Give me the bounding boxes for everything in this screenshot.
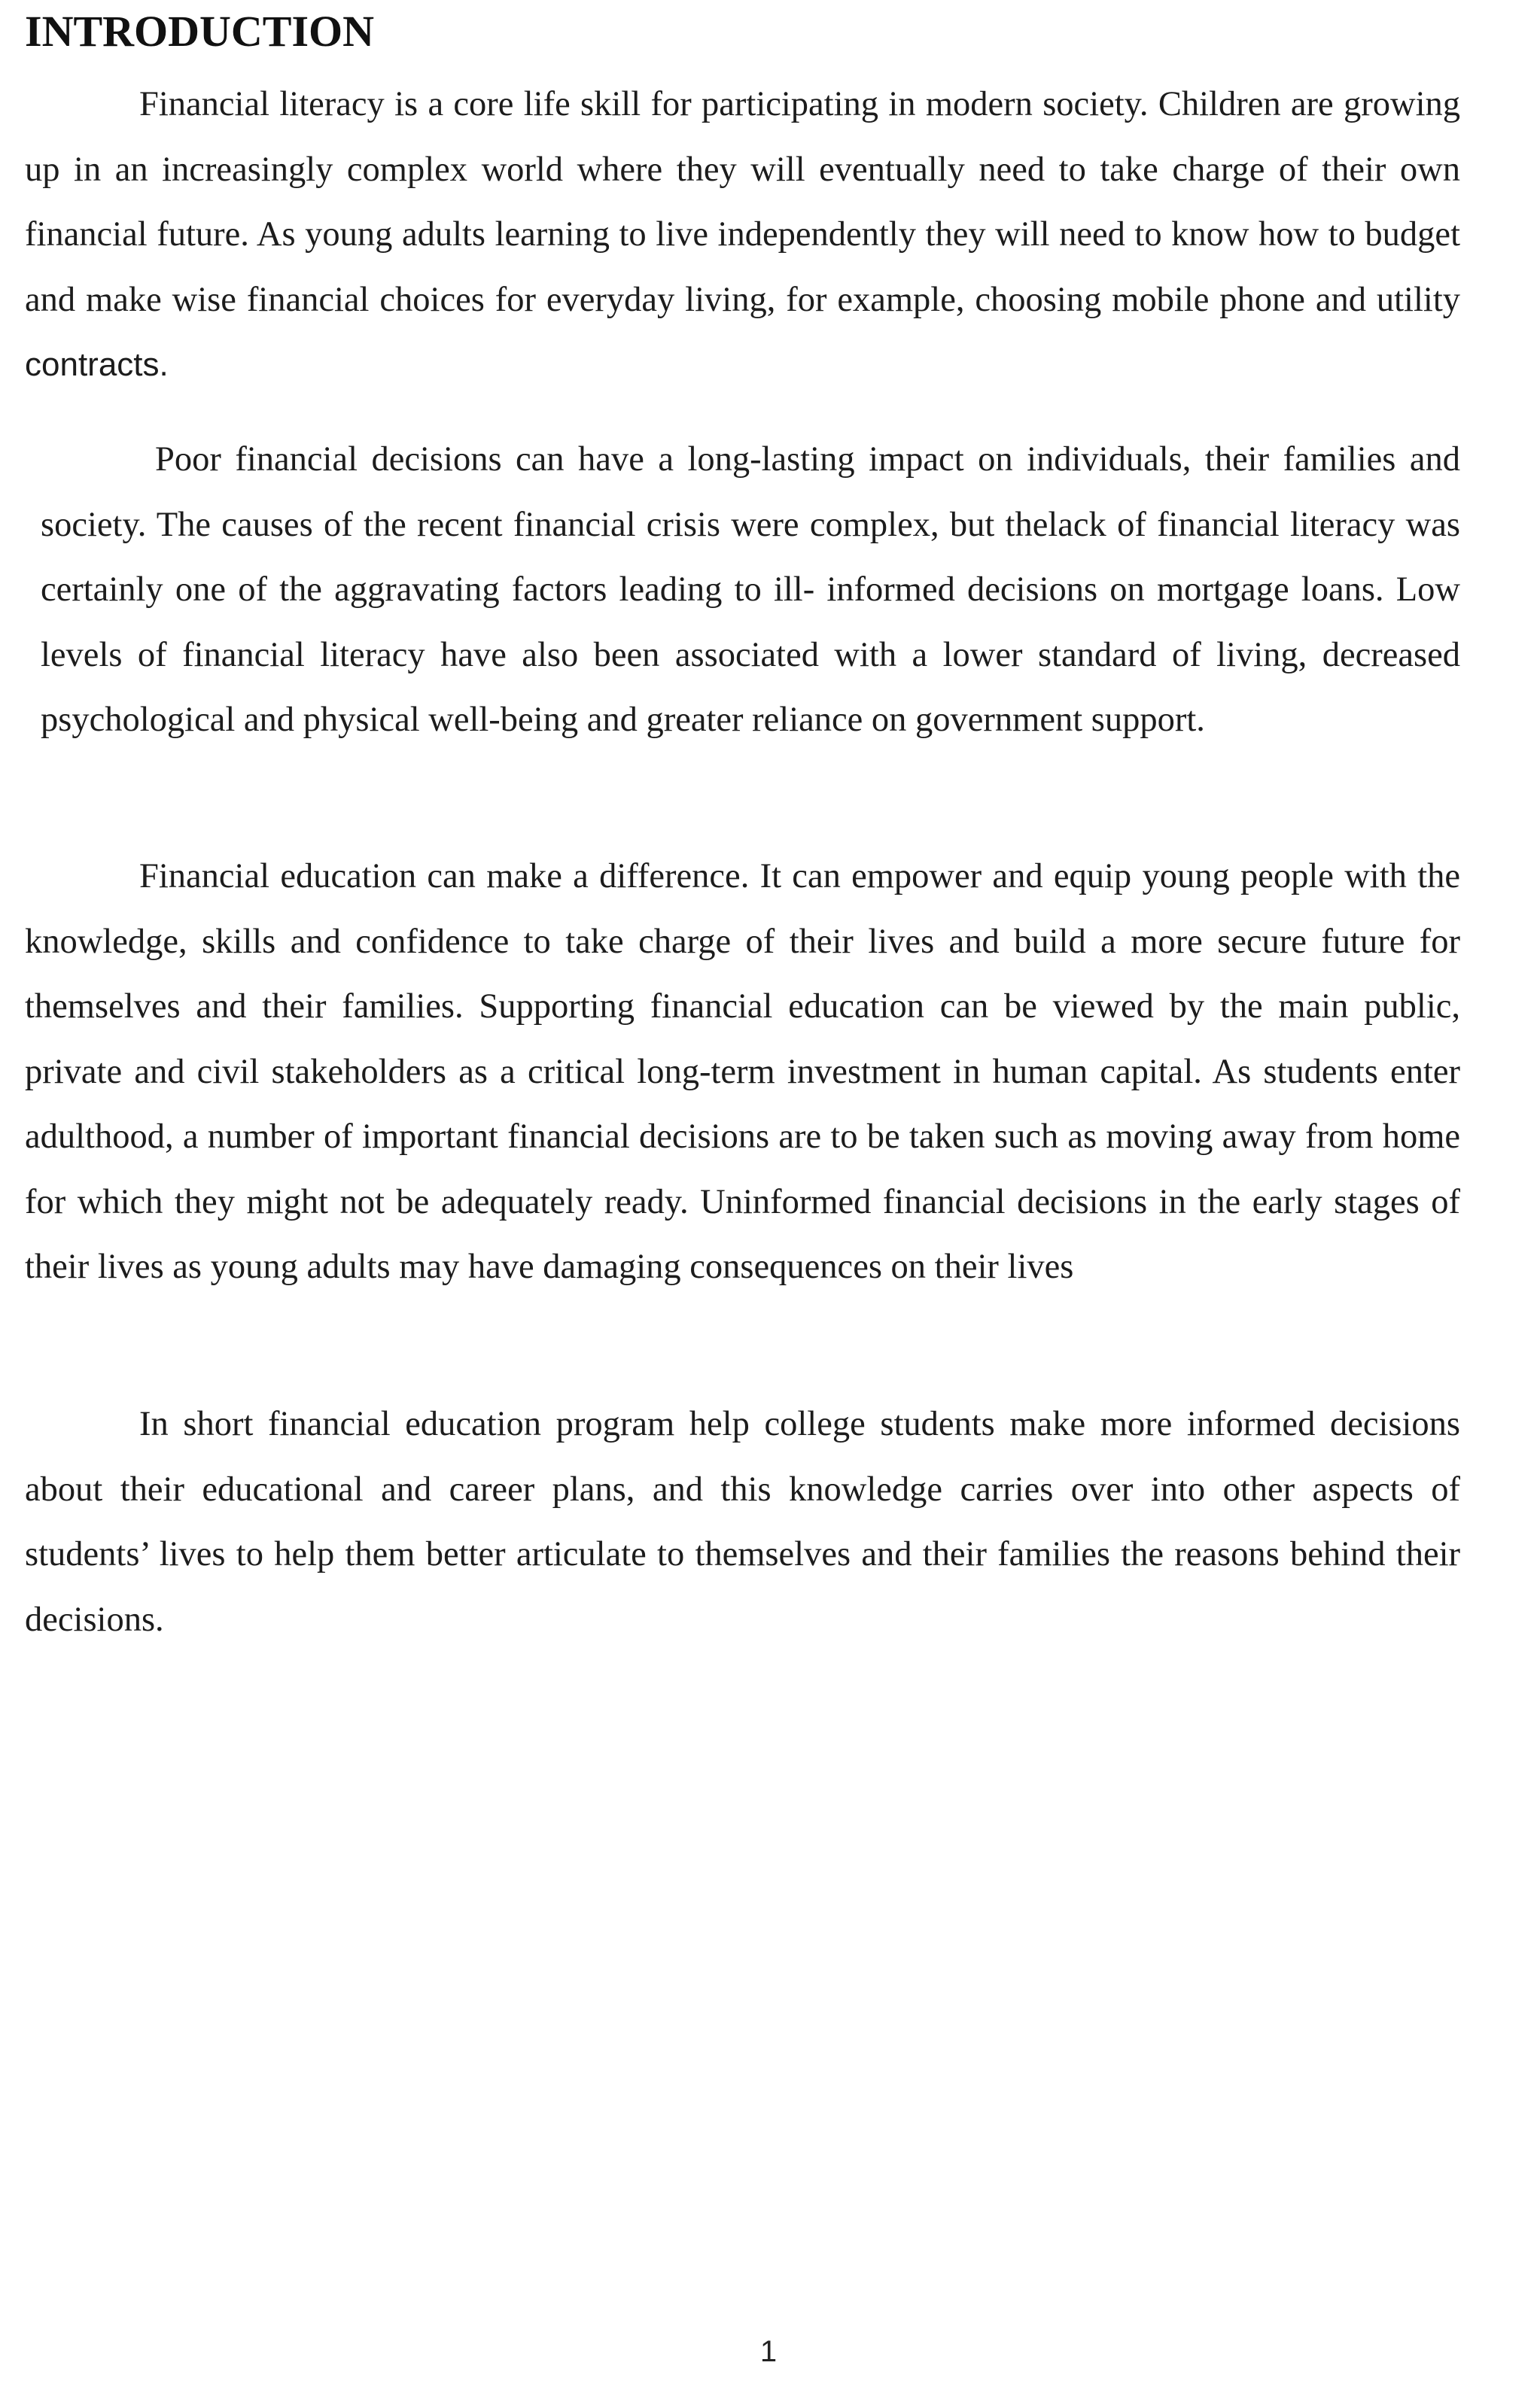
paragraph-2: Poor financial decisions can have a long-lasting impact on individuals, their families and society. The causes of the recent financial crisis were complex, but thelack of financial literacy was certainly one of the aggravating factors leading to ill- informed decisions on mortgage loans. Low levels of financial literacy have also been associated with a lower standard of living, decreased psychological and physical well-being and greater reliance on government support. [41, 440, 1460, 739]
section-heading: INTRODUCTION [25, 7, 375, 56]
paragraph-4: In short financial education program help college students make more informed decisions about their educational and career plans, and this knowledge carries over into other aspects of students’ lives to help them better articulate to themselves and their families the reasons behind their decisions. [25, 1405, 1460, 1639]
paragraph-1-text: Financial literacy is a core life skill for participating in modern society. Children are growing up in an increasingly complex world where they will eventually need to take charge of their own financial future. As young adults learning to live independently they will need to know how to budget and make wise financial choices for everyday living, for example, choosing mobile phone and utility [25, 85, 1460, 319]
paragraph-1-tail: contracts. [25, 346, 169, 383]
page-number: 1 [759, 2335, 778, 2368]
paragraph-1 [25, 72, 1460, 398]
paragraph-3: Financial education can make a difference. It can empower and equip young people with the knowledge, skills and confidence to take charge of their lives and build a more secure future for themselves and their families. Supporting financial education can be viewed by the main public, private and civil stakeholders as a critical long-term investment in human capital. As students enter adulthood, a number of important financial decisions are to be taken such as moving away from home for which they might not be adequately ready. Uninformed financial decisions in the early stages of their lives as young adults may have damaging consequences on their lives [25, 857, 1460, 1286]
